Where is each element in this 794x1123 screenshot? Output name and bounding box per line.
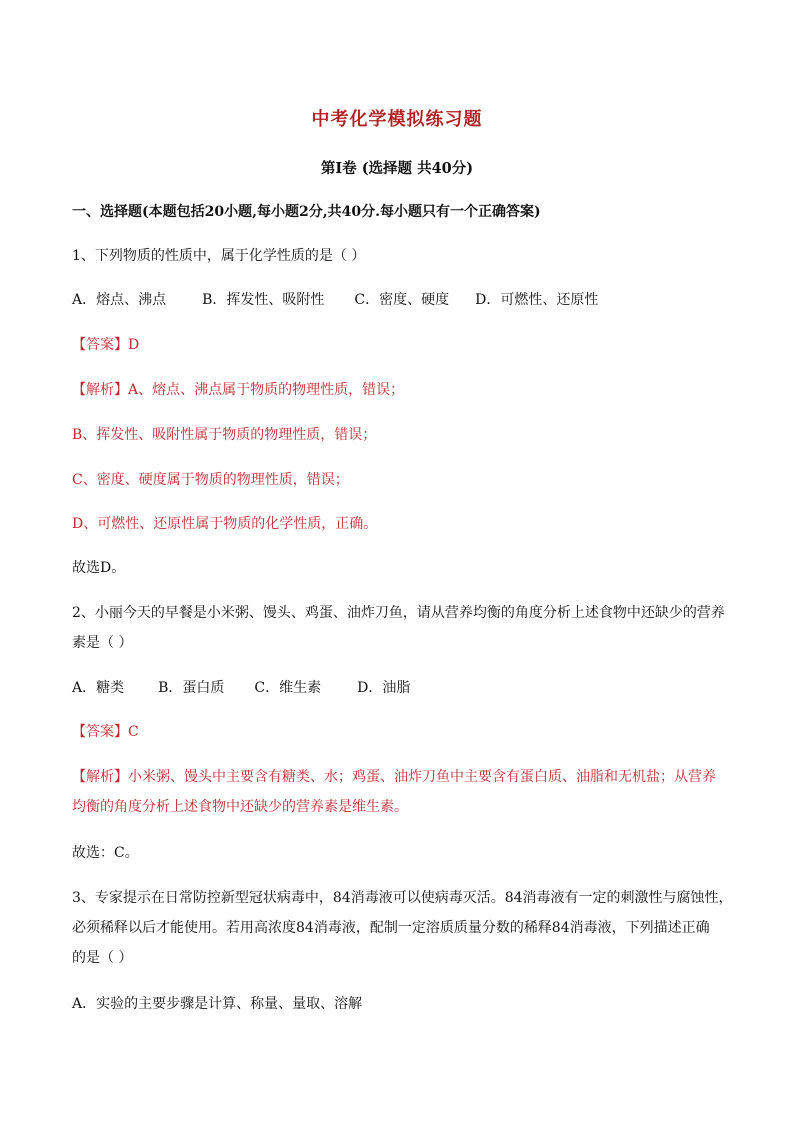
question-1-stem: 1、下列物质的性质中，属于化学性质的是（ ） bbox=[72, 248, 366, 264]
answer-value: D bbox=[128, 337, 140, 353]
question-3-stem-1: 3、专家提示在日常防控新型冠状病毒中，84消毒液可以使病毒灭活。84消毒液有一定的刺激性与腐蚀性， bbox=[72, 890, 733, 906]
question-2-answer bbox=[72, 722, 732, 742]
question-3-option-a: A．实验的主要步骤是计算、称量、量取、溶解 bbox=[72, 996, 363, 1012]
question-2-conclusion: 故选：C。 bbox=[72, 845, 139, 861]
question-1-option-c: C．密度、硬度 bbox=[354, 292, 450, 308]
question-2-option-c: C．维生素 bbox=[254, 680, 322, 696]
page-title: 中考化学模拟练习题 bbox=[311, 109, 483, 130]
question-2-analysis-1 bbox=[72, 767, 732, 787]
section-heading: 一、选择题(本题包括20小题,每小题2分,共40分.每小题只有一个正确答案) bbox=[72, 204, 541, 220]
question-2-option-b: B．蛋白质 bbox=[158, 680, 225, 696]
question-2-option-a: A．糖类 bbox=[72, 680, 125, 696]
question-1-conclusion: 故选D。 bbox=[72, 560, 126, 576]
question-1-option-a: A．熔点、沸点 bbox=[72, 292, 167, 308]
question-1-option-b: B．挥发性、吸附性 bbox=[202, 292, 325, 308]
analysis-text: 小米粥、馒头中主要含有糖类、水；鸡蛋、油炸刀鱼中主要含有蛋白质、油脂和无机盐；从营养 bbox=[128, 769, 716, 785]
answer-value: C bbox=[128, 724, 139, 740]
answer-tag: 【答案】 bbox=[72, 337, 128, 353]
question-2-option-d: D．油脂 bbox=[357, 680, 411, 696]
analysis-text: A、熔点、沸点属于物质的物理性质，错误； bbox=[128, 382, 405, 398]
analysis-tag: 【解析】 bbox=[72, 382, 128, 398]
section-subtitle: 第Ⅰ卷 (选择题 共40分) bbox=[320, 160, 474, 177]
question-1-analysis-3: C、密度、硬度属于物质的物理性质，错误； bbox=[72, 472, 349, 488]
question-3-stem-3: 的是（ ） bbox=[72, 950, 133, 966]
question-1-analysis-1 bbox=[72, 380, 732, 400]
question-1-answer bbox=[72, 335, 732, 355]
question-3-stem-2: 必须稀释以后才能使用。若用高浓度84消毒液，配制一定溶质质量分数的稀释84消毒液，下列描述正确 bbox=[72, 920, 710, 936]
question-2-stem-2: 素是（ ） bbox=[72, 635, 133, 651]
question-1-option-d: D．可燃性、还原性 bbox=[475, 292, 599, 308]
question-2-options bbox=[72, 678, 732, 698]
answer-tag: 【答案】 bbox=[72, 724, 128, 740]
analysis-tag: 【解析】 bbox=[72, 769, 128, 785]
question-1-analysis-2: B、挥发性、吸附性属于物质的物理性质，错误； bbox=[72, 427, 377, 443]
question-2-stem-1: 2、小丽今天的早餐是小米粥、馒头、鸡蛋、油炸刀鱼，请从营养均衡的角度分析上述食物中还缺少的营养 bbox=[72, 605, 725, 621]
question-1-options bbox=[72, 290, 732, 310]
question-1-analysis-4: D、可燃性、还原性属于物质的化学性质，正确。 bbox=[72, 516, 378, 532]
question-2-analysis-2: 均衡的角度分析上述食物中还缺少的营养素是维生素。 bbox=[72, 799, 408, 815]
